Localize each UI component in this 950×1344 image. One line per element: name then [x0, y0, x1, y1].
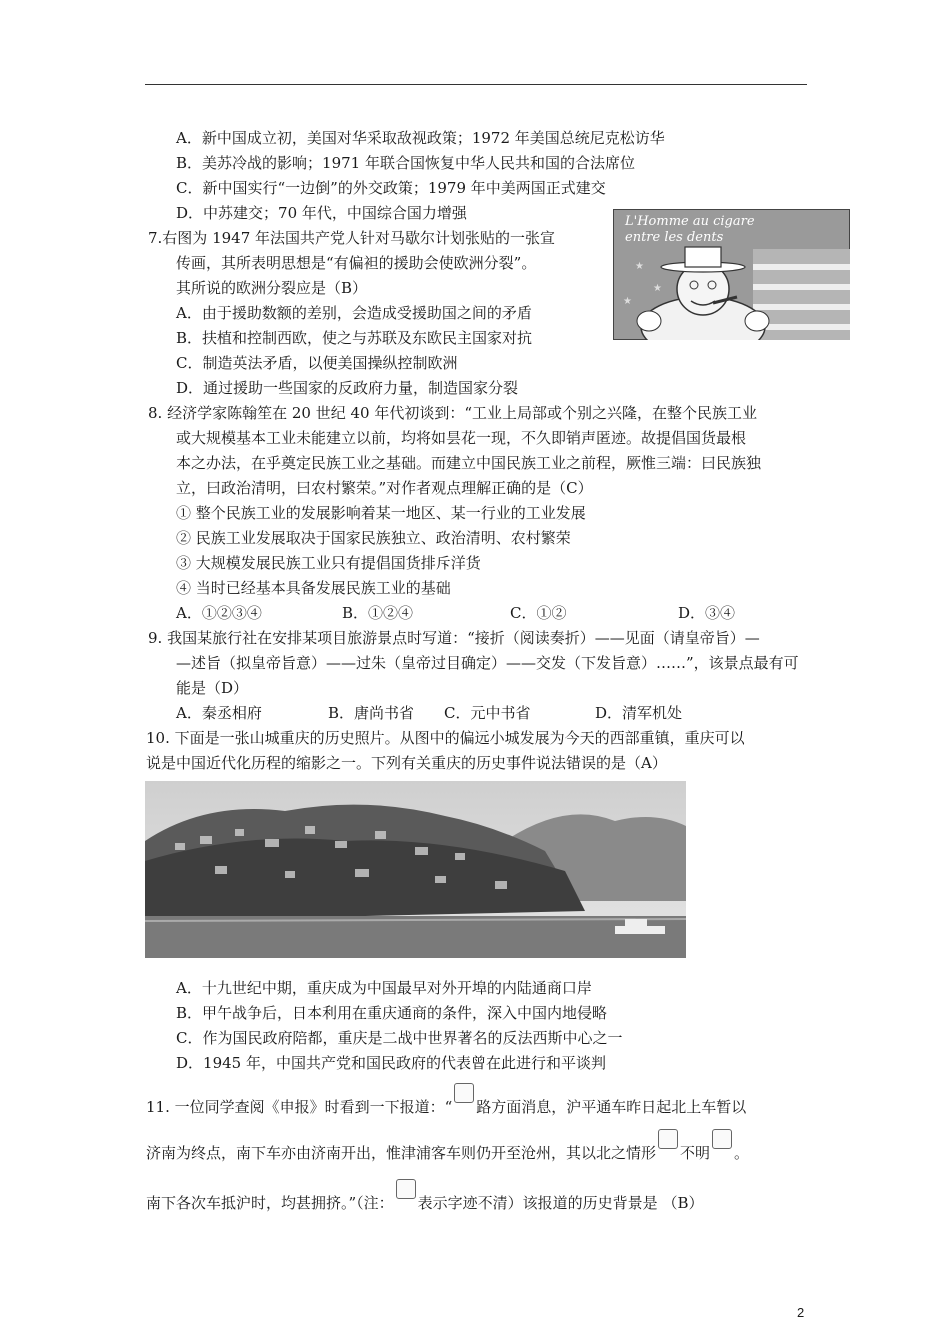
- header-rule: [145, 84, 807, 85]
- q11-line-3: [146, 1193, 703, 1213]
- poster-title-line-1: L'Homme au cigare: [625, 214, 755, 229]
- q11-line-2-part-b: 不明: [680, 1144, 711, 1162]
- chongqing-historical-photo: [145, 781, 686, 958]
- q11-line-2: [146, 1143, 749, 1163]
- svg-text:★: ★: [653, 283, 662, 294]
- q6-option-c: C．新中国实行“一边倒”的外交政策；1979 年中美两国正式建交: [176, 179, 606, 197]
- q8-statement-2: ② 民族工业发展取决于国家民族独立、政治清明、农村繁荣: [176, 529, 571, 547]
- q8-statement-3: ③ 大规模发展民族工业只有提倡国货排斥洋货: [176, 554, 481, 572]
- marshall-plan-poster: [613, 209, 850, 340]
- q7-stem-line-3: 其所说的欧洲分裂应是（B）: [176, 279, 368, 297]
- q9-stem-line-1: 9. 我国某旅行社在安排某项目旅游景点时写道：“接折（阅读奏折）——见面（请皇帝旨）—: [148, 629, 760, 647]
- q7-stem-line-1: 7.右图为 1947 年法国共产党人针对马歇尔计划张贴的一张宣: [148, 229, 556, 247]
- q8-statement-4: ④ 当时已经基本具备发展民族工业的基础: [176, 579, 451, 597]
- q9-stem-line-2: —述旨（拟皇帝旨意）——过朱（皇帝过目确定）——交发（下发旨意）……”，该景点最有可: [176, 654, 799, 672]
- illegible-char-box: [712, 1129, 732, 1149]
- q6-option-a: A．新中国成立初，美国对华采取敌视政策；1972 年美国总统尼克松访华: [176, 129, 665, 147]
- q10-option-d: D．1945 年，中国共产党和国民政府的代表曾在此进行和平谈判: [176, 1054, 606, 1072]
- q10-stem-line-1: 10. 下面是一张山城重庆的历史照片。从图中的偏远小城发展为今天的西部重镇，重庆可以: [146, 729, 745, 747]
- q8-option-c: C．①②: [510, 604, 567, 622]
- q11-line-3-part-b: 表示字迹不清）该报道的历史背景是 （B）: [417, 1194, 704, 1212]
- q11-line-2-part-a: 济南为终点，南下车亦由济南开出，惟津浦客车则仍开至沧州，其以北之情形: [146, 1144, 657, 1162]
- q7-option-a: A．由于援助数额的差别，会造成受援助国之间的矛盾: [176, 304, 532, 322]
- poster-title-line-2: entre les dents: [625, 230, 724, 245]
- q8-stem-line-1: 8. 经济学家陈翰笙在 20 世纪 40 年代初谈到：“工业上局部或个别之兴隆，在整个民族工业: [148, 404, 757, 422]
- q9-option-c: C．元中书省: [444, 704, 531, 722]
- q8-option-b: B．①②④: [342, 604, 414, 622]
- q10-option-a: A．十九世纪中期，重庆成为中国最早对外开埠的内陆通商口岸: [176, 979, 592, 997]
- page-number: 2: [797, 1305, 805, 1320]
- illegible-char-box: [454, 1083, 474, 1103]
- q9-option-b: B．唐尚书省: [328, 704, 415, 722]
- q11-line-1-part-b: 路方面消息，沪平通车昨日起北上车暂以: [476, 1098, 747, 1116]
- q6-option-d: D．中苏建交；70 年代，中国综合国力增强: [176, 204, 467, 222]
- q9-option-d: D．清军机处: [595, 704, 683, 722]
- q7-option-c: C．制造英法矛盾，以便美国操纵控制欧洲: [176, 354, 458, 372]
- q8-stem-line-2: 或大规模基本工业未能建立以前，均将如昙花一现，不久即销声匿迹。故提倡国货最根: [176, 429, 747, 447]
- q8-stem-line-4: 立，曰政治清明，曰农村繁荣。”对作者观点理解正确的是（C）: [176, 479, 593, 497]
- q10-option-b: B．甲午战争后，日本利用在重庆通商的条件，深入中国内地侵略: [176, 1004, 608, 1022]
- q9-option-a: A．秦丞相府: [176, 704, 262, 722]
- q11-line-1-part-a: 11. 一位同学查阅《申报》时看到一下报道：“: [146, 1098, 453, 1116]
- q8-option-d: D．③④: [678, 604, 736, 622]
- q7-option-d: D．通过援助一些国家的反政府力量，制造国家分裂: [176, 379, 519, 397]
- q8-stem-line-3: 本之办法，在乎奠定民族工业之基础。而建立中国民族工业之前程，厥惟三端：曰民族独: [176, 454, 762, 472]
- svg-text:★: ★: [635, 261, 644, 272]
- q11-line-1: [146, 1097, 746, 1117]
- svg-text:★: ★: [623, 296, 632, 307]
- q10-stem-line-2: 说是中国近代化历程的缩影之一。下列有关重庆的历史事件说法错误的是（A）: [146, 754, 667, 772]
- q6-option-b: B．美苏冷战的影响；1971 年联合国恢复中华人民共和国的合法席位: [176, 154, 635, 172]
- q11-line-2-part-c: 。: [734, 1144, 750, 1162]
- q10-option-c: C．作为国民政府陪都，重庆是二战中世界著名的反法西斯中心之一: [176, 1029, 623, 1047]
- q9-stem-line-3: 能是（D）: [176, 679, 249, 697]
- q11-line-3-part-a: 南下各次车抵沪时，均甚拥挤。”（注：: [146, 1194, 394, 1212]
- q8-statement-1: ① 整个民族工业的发展影响着某一地区、某一行业的工业发展: [176, 504, 586, 522]
- q7-stem-line-2: 传画，其所表明思想是“有偏袒的援助会使欧洲分裂”。: [176, 254, 537, 272]
- illegible-char-box: [396, 1179, 416, 1199]
- q8-option-a: A．①②③④: [176, 604, 262, 622]
- illegible-char-box: [658, 1129, 678, 1149]
- q7-option-b: B．扶植和控制西欧，使之与苏联及东欧民主国家对抗: [176, 329, 533, 347]
